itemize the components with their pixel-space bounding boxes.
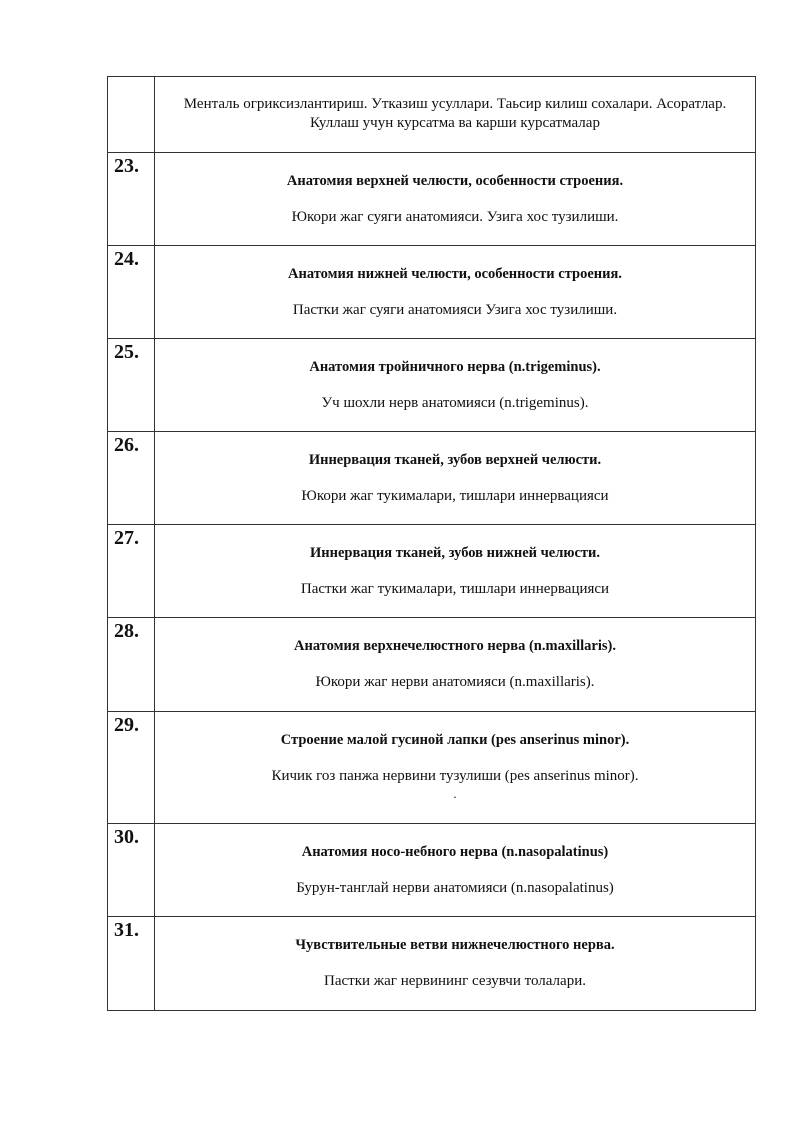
table-row (108, 339, 756, 432)
row-number: 27. (108, 525, 155, 618)
row-content-cell (155, 712, 756, 824)
topic-title-uz: Пастки жаг тукималари, тишлари иннервацияси (300, 581, 610, 597)
table-row-intro (108, 77, 756, 153)
row-content-cell (155, 339, 756, 432)
row-content-cell (155, 77, 756, 153)
topic-title-ru: Иннервация тканей, зубов верхней челюсти. (308, 452, 602, 468)
row-number: 30. (108, 824, 155, 917)
topic-title-uz: Бурун-танглай нерви анатомияси (n.nasopalatinus) (296, 880, 614, 896)
row-number-cell (108, 77, 155, 153)
topic-title-ru: Строение малой гусиной лапки (pes anserinus minor). (280, 732, 630, 748)
row-number: 24. (108, 246, 155, 339)
table-row (108, 618, 756, 712)
row-content-cell (155, 618, 756, 712)
table-row (108, 712, 756, 824)
topic-title-uz: Пастки жаг суяги анатомияси Узига хос тузилиши. (292, 302, 618, 318)
topic-title-ru: Анатомия носо-небного нерва (n.nasopalatinus) (301, 844, 609, 860)
row-number: 31. (108, 917, 155, 1011)
table-row (108, 153, 756, 246)
topic-title-uz: Пастки жаг нервининг сезувчи толалари. (324, 973, 586, 989)
row-content-cell (155, 432, 756, 525)
topic-title-ru: Анатомия тройничного нерва (n.trigeminus). (309, 359, 601, 375)
topic-title-uz: Кичик гоз панжа нервини тузулиши (pes anserinus minor). (271, 768, 639, 784)
row-content-cell (155, 824, 756, 917)
topic-title-ru: Анатомия верхней челюсти, особенности строения. (286, 173, 624, 189)
table-row (108, 525, 756, 618)
table-row (108, 824, 756, 917)
row-content-cell (155, 153, 756, 246)
table-row (108, 432, 756, 525)
topics-table (107, 76, 756, 1011)
table-row (108, 246, 756, 339)
row-content-cell (155, 525, 756, 618)
row-content-cell (155, 917, 756, 1011)
topic-title-ru: Чувствительные ветви нижнечелюстного нерва. (295, 937, 615, 953)
topic-title-uz: Уч шохли нерв анатомияси (n.trigeminus). (321, 395, 589, 411)
intro-text: Менталь огриксизлантириш. Утказиш усуллари. Таьсир килиш сохалари. Асоратлар. Куллаш учун курсатма ва карши курсатмалар (183, 96, 727, 131)
table-row (108, 917, 756, 1011)
topic-title-ru: Иннервация тканей, зубов нижней челюсти. (310, 545, 600, 561)
topic-title-uz: Юкори жаг суяги анатомияси. Узига хос тузилиши. (291, 209, 619, 225)
row-number: 23. (108, 153, 155, 246)
topic-title-uz: Юкори жаг нерви анатомияси (n.maxillaris). (315, 674, 595, 690)
topic-title-ru: Анатомия верхнечелюстного нерва (n.maxillaris). (294, 638, 616, 654)
row-number: 29. (108, 712, 155, 824)
row-number: 25. (108, 339, 155, 432)
topic-title-uz: Юкори жаг тукималари, тишлари иннервацияси (301, 488, 609, 504)
topic-title-ru: Анатомия нижней челюсти, особенности строения. (288, 266, 622, 282)
row-number: 28. (108, 618, 155, 712)
row-number: 26. (108, 432, 155, 525)
topic-extra-mark: . (453, 786, 457, 801)
row-content-cell (155, 246, 756, 339)
